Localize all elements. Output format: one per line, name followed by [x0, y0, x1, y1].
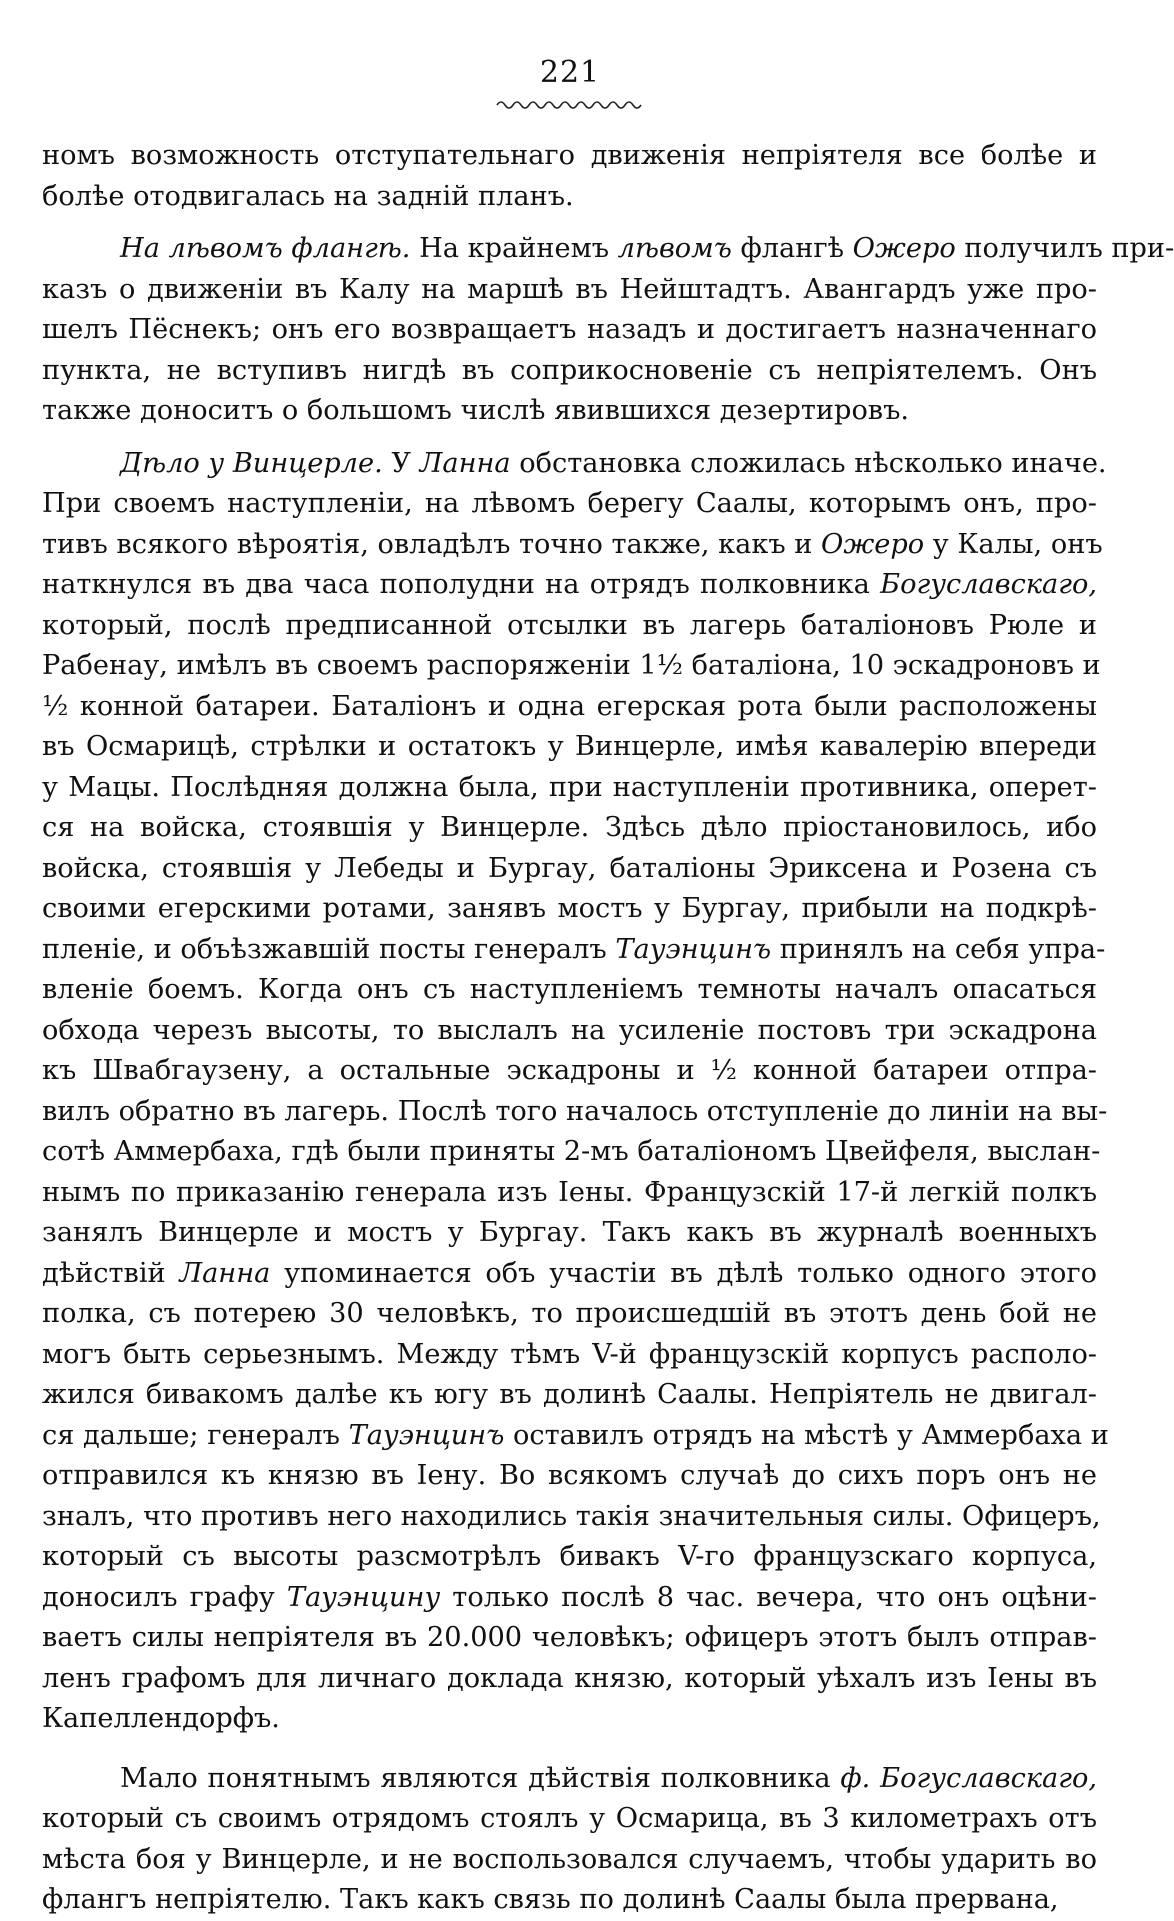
- text-line: [42, 1011, 1097, 1052]
- text-run: жился бивакомъ далѣе къ югу въ долинѣ Саалы. Непріятель не двигал-: [42, 1379, 1097, 1410]
- text-line: [42, 1759, 1097, 1800]
- text-line: [42, 270, 1097, 311]
- text-line: [42, 229, 1174, 270]
- text-line: [42, 1335, 1097, 1376]
- text-run: оставилъ отрядъ на мѣстѣ у Аммербаха и: [504, 1419, 1109, 1451]
- text-run: зналъ, что противъ него находились такія значительныя силы. Офицеръ,: [42, 1500, 1101, 1532]
- italic-run: На лѣвомъ флангѣ.: [120, 233, 411, 264]
- text-line: [42, 727, 1097, 768]
- text-line: [42, 1537, 1097, 1578]
- italic-run: Богуславскаго,: [880, 569, 1097, 600]
- italic-run: Ожеро: [821, 528, 925, 560]
- text-run: флангъ непріятелю. Такъ какъ связь по долинѣ Саалы была прервана,: [42, 1884, 1059, 1915]
- text-run: ½ конной батареи. Баталіонъ и одна егерская рота были расположены: [42, 690, 1097, 722]
- text-line: [42, 930, 1106, 971]
- text-run: войска, стоявшія у Лебеды и Бургау, баталіоны Эриксена и Розена съ: [42, 852, 1097, 884]
- text-run: ся дальше; генералъ: [42, 1419, 349, 1451]
- italic-run: Тауэнцинъ: [615, 933, 772, 965]
- paragraph: [42, 1759, 1097, 1921]
- text-line: [42, 1132, 1101, 1173]
- text-line: [42, 1880, 1097, 1921]
- text-line: [42, 1416, 1109, 1457]
- text-run: Рабенау, имѣлъ въ своемъ распоряженіи 1½ баталіона, 10 эскадроновъ и: [42, 650, 1101, 681]
- text-run: упоминается объ участіи въ дѣлѣ только одного этого: [270, 1257, 1097, 1289]
- text-line: [42, 1578, 1097, 1619]
- text-run: своими егерскими ротами, занявъ мостъ у Бургау, прибыли на подкрѣ-: [42, 893, 1097, 924]
- text-line: [42, 808, 1097, 849]
- text-run: У: [382, 447, 420, 479]
- text-line: [42, 525, 1103, 566]
- paragraph: [42, 136, 1097, 217]
- text-line: [42, 351, 1097, 392]
- text-run: также доноситъ о большомъ числѣ явившихся дезертировъ.: [42, 395, 910, 426]
- text-line: [42, 1375, 1097, 1416]
- text-run: у Калы, онъ: [924, 528, 1103, 560]
- text-run: флангѣ: [731, 233, 853, 264]
- ornamental-rule: [497, 98, 643, 112]
- text-line: [42, 1456, 1097, 1497]
- text-run: получилъ при-: [955, 233, 1174, 264]
- text-run: къ Швабгаузену, а остальные эскадроны и ½ конной батареи отпра-: [42, 1055, 1097, 1086]
- text-run: наткнулся въ два часа пополудни на отрядъ полковника: [42, 569, 881, 600]
- text-run: ленъ графомъ для личнаго доклада князю, который уѣхалъ изъ Іены въ: [42, 1662, 1097, 1694]
- text-run: обхода черезъ высоты, то выслалъ на усиленіе постовъ три эскадрона: [42, 1014, 1097, 1046]
- text-line: [42, 1699, 1097, 1740]
- text-line: [42, 1294, 1097, 1335]
- text-line: [42, 970, 1097, 1011]
- text-run: обстановка сложилась нѣсколько иначе.: [510, 447, 1107, 479]
- text-line: [42, 1213, 1097, 1254]
- text-run: Мало понятнымъ являются дѣйствія полковника: [120, 1762, 841, 1794]
- text-run: занялъ Винцерле и мостъ у Бургау. Такъ какъ въ журналѣ военныхъ: [42, 1217, 1097, 1248]
- text-run: могъ быть серьезнымъ. Между тѣмъ V-й французскій корпусъ располо-: [42, 1338, 1097, 1370]
- italic-run: Ланна: [419, 447, 511, 479]
- text-run: который съ высоты разсмотрѣлъ бивакъ V-го французскаго корпуса,: [42, 1541, 1097, 1572]
- text-run: принялъ на себя упра-: [771, 933, 1106, 965]
- text-run: нымъ по приказанію генерала изъ Іены. Французскій 17-й легкій полкъ: [42, 1176, 1097, 1208]
- italic-run: Ожеро: [852, 233, 956, 264]
- italic-run: ф. Богуславскаго,: [840, 1762, 1097, 1794]
- text-run: шелъ Пёснекъ; онъ его возвращаетъ назадъ и достигаетъ назначеннаго: [42, 314, 1097, 345]
- text-run: у Мацы. Послѣдняя должна была, при наступленіи противника, оперет-: [42, 771, 1097, 803]
- text-line: [42, 391, 1097, 432]
- text-line: [42, 889, 1097, 930]
- text-line: [42, 1173, 1097, 1214]
- text-run: пункта, не вступивъ нигдѣ въ соприкосновеніе съ непріятелемъ. Онъ: [42, 354, 1097, 386]
- text-line: [42, 606, 1097, 647]
- text-run: въ Осмарицѣ, стрѣлки и остатокъ у Винцерле, имѣя кавалерію впереди: [42, 731, 1097, 762]
- body-text: [42, 136, 1174, 1921]
- text-run: только послѣ 8 час. вечера, что онъ оцѣни-: [440, 1581, 1097, 1613]
- paragraph: [42, 229, 1174, 432]
- text-line: [42, 484, 1097, 525]
- text-line: [42, 444, 1107, 485]
- text-line: [42, 1497, 1101, 1538]
- text-run: доносилъ графу: [42, 1581, 287, 1613]
- text-run: мѣста боя у Винцерле, и не воспользовался случаемъ, чтобы ударить во: [42, 1843, 1097, 1875]
- text-run: сотѣ Аммербаха, гдѣ были приняты 2-мъ баталіономъ Цвейфеля, выслан-: [42, 1136, 1101, 1167]
- text-run: номъ возможность отступательнаго движенія непріятеля все болѣе и: [42, 140, 1097, 171]
- text-run: который съ своимъ отрядомъ стоялъ у Осмарица, въ 3 километрахъ отъ: [42, 1803, 1097, 1834]
- italic-run: Тауэнцинъ: [348, 1419, 505, 1451]
- text-run: вленіе боемъ. Когда онъ съ наступленіемъ темноты началъ опасаться: [42, 974, 1097, 1005]
- text-line: [42, 768, 1097, 809]
- text-line: [42, 565, 1097, 606]
- text-run: ваетъ силы непріятеля въ 20.000 человѣкъ; офицеръ этотъ былъ отправ-: [42, 1622, 1097, 1653]
- text-run: ся на войска, стоявшія у Винцерле. Здѣсь дѣло пріостановилось, ибо: [42, 812, 1097, 843]
- text-line: [42, 1840, 1097, 1881]
- text-line: [42, 136, 1097, 177]
- text-line: [42, 849, 1097, 890]
- text-line: [42, 1051, 1097, 1092]
- text-line: [42, 1618, 1097, 1659]
- text-line: [42, 646, 1101, 687]
- text-line: [42, 1659, 1097, 1700]
- italic-run: Ланна: [179, 1257, 271, 1289]
- text-line: [42, 1799, 1097, 1840]
- page-number: 221: [539, 55, 601, 90]
- text-line: [42, 1254, 1097, 1295]
- italic-run: Тауэнцину: [286, 1581, 441, 1613]
- text-run: болѣе отодвигалась на заднiй планъ.: [42, 180, 574, 212]
- text-run: тивъ всякого вѣроятія, овладѣлъ точно также, какъ и: [42, 528, 822, 560]
- text-run: полка, съ потерею 30 человѣкъ, то происшедшій въ этотъ день бой не: [42, 1298, 1097, 1329]
- text-run: дѣйствій: [42, 1257, 180, 1289]
- text-run: казъ о движеніи въ Калу на маршѣ въ Нейштадтъ. Авангардъ уже про-: [42, 273, 1097, 305]
- text-line: [42, 687, 1097, 728]
- text-run: отправился къ князю въ Іену. Во всякомъ случаѣ до сихъ поръ онъ не: [42, 1460, 1097, 1491]
- text-run: Капеллендорфъ.: [42, 1703, 280, 1734]
- text-line: [42, 310, 1097, 351]
- text-run: На крайнемъ: [410, 233, 618, 264]
- text-run: который, послѣ предписанной отсылки въ лагерь баталіоновъ Рюле и: [42, 609, 1097, 641]
- paragraph: [42, 444, 1109, 1740]
- text-run: вилъ обратно въ лагерь. Послѣ того началось отступленіе до линіи на вы-: [42, 1095, 1108, 1127]
- text-run: При своемъ наступленіи, на лѣвомъ берегу Саалы, которымъ онъ, про-: [42, 488, 1097, 519]
- text-line: [42, 177, 1097, 218]
- italic-run: лѣвомъ: [617, 233, 732, 264]
- italic-run: Дѣло у Винцерле.: [120, 447, 383, 479]
- text-line: [42, 1092, 1108, 1133]
- text-run: пленіе, и объѣзжавшій посты генералъ: [42, 933, 616, 965]
